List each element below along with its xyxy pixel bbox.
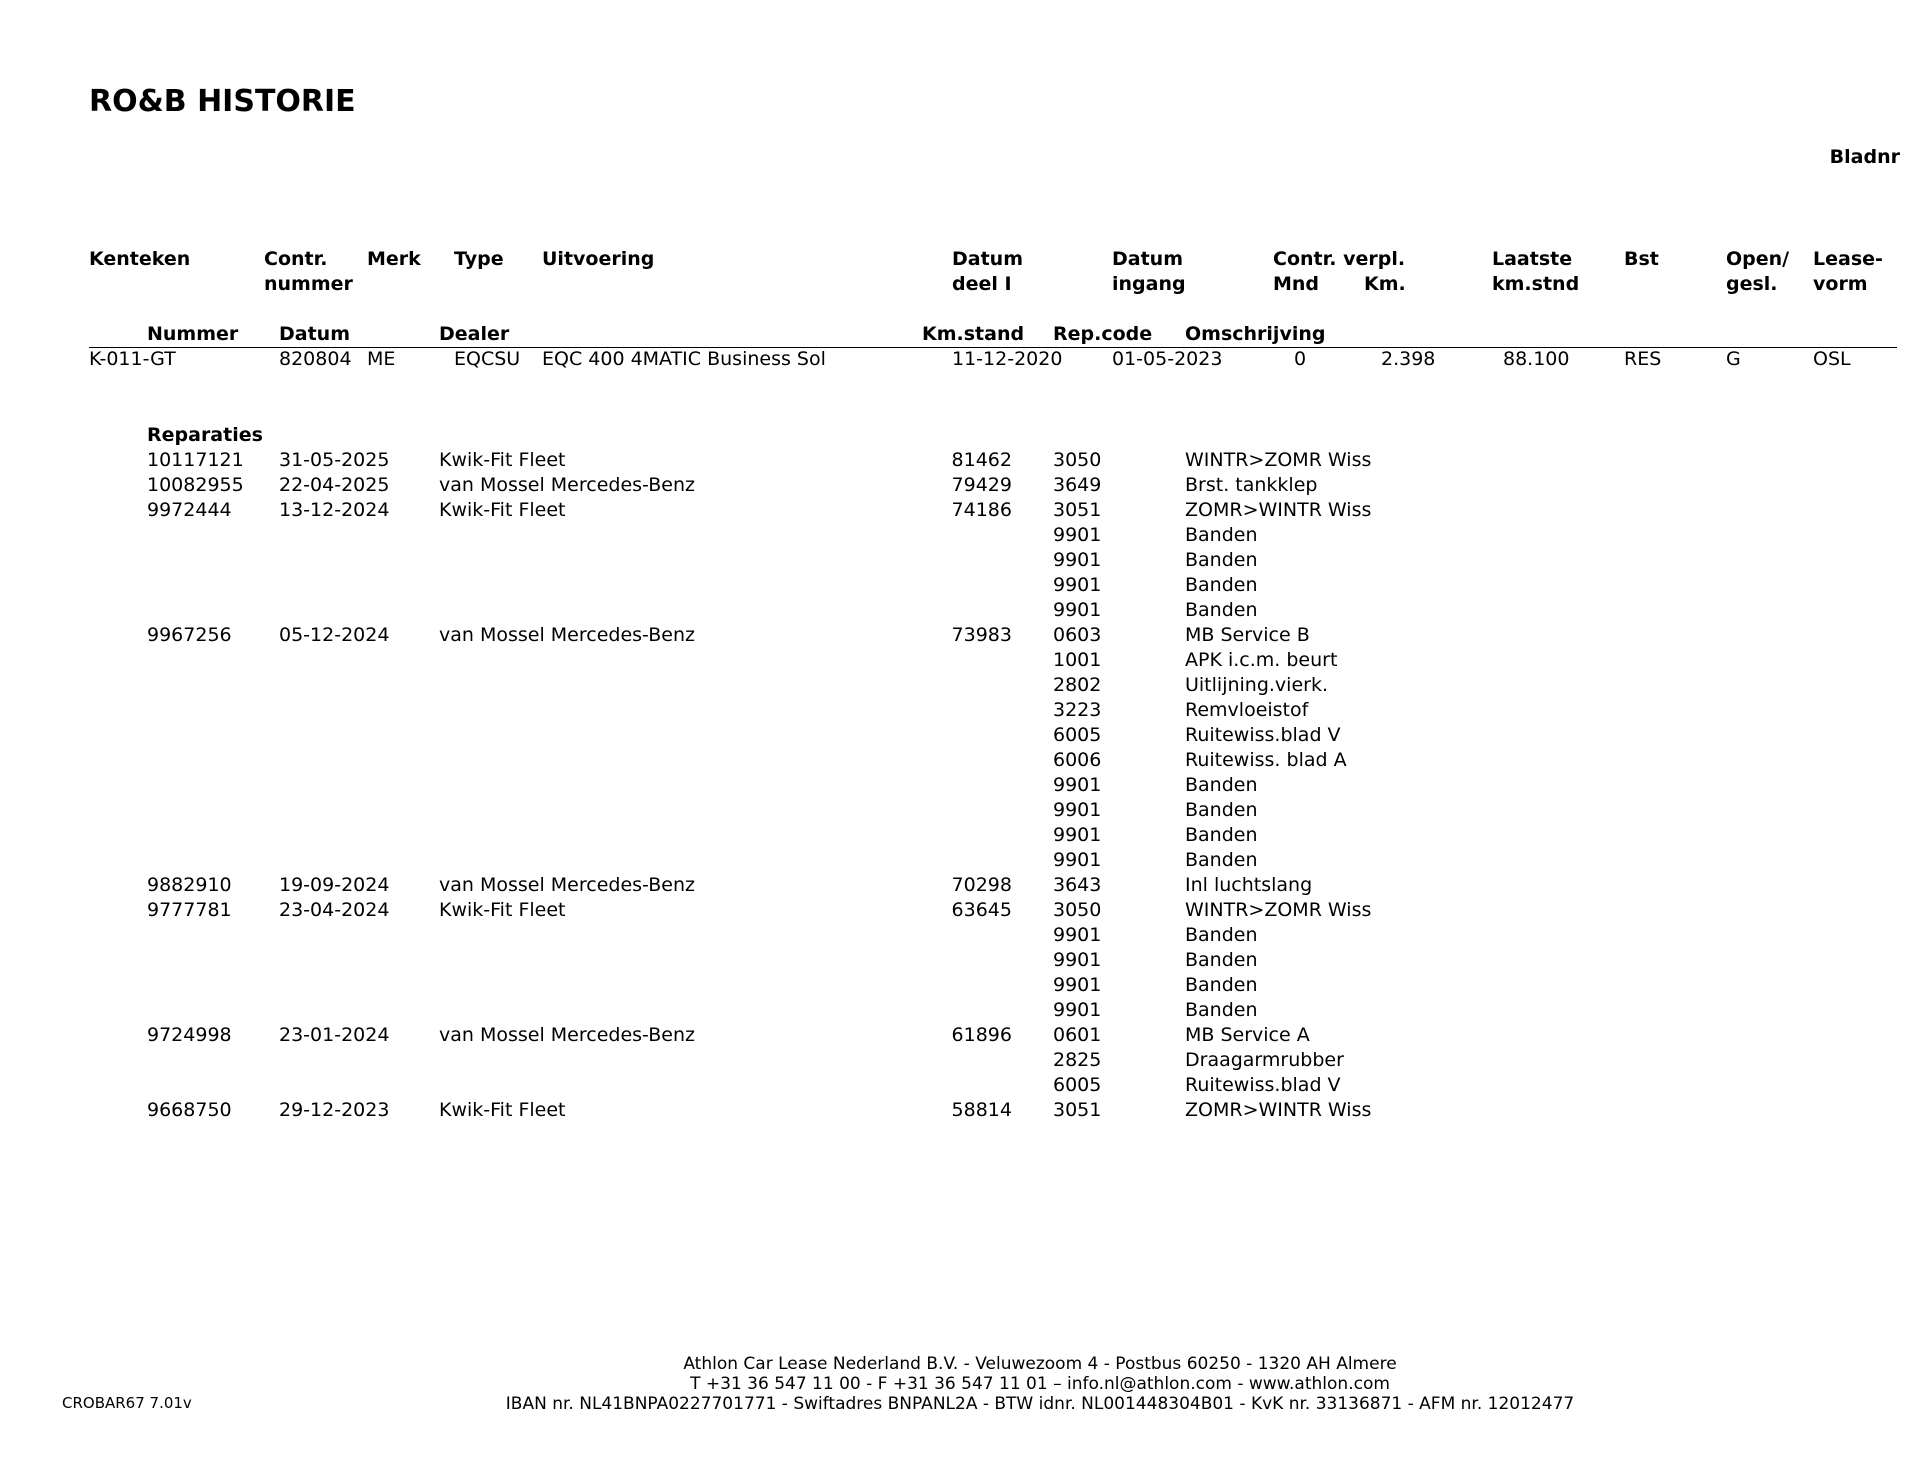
repair-desc: Brst. tankklep bbox=[1185, 474, 1318, 496]
table-row bbox=[0, 649, 1920, 674]
repair-desc: Banden bbox=[1185, 549, 1258, 571]
table-row bbox=[0, 549, 1920, 574]
table-row bbox=[0, 1074, 1920, 1099]
repair-nummer: 9972444 bbox=[147, 499, 232, 521]
vehicle-kenteken: K-011-GT bbox=[89, 348, 176, 370]
repair-code: 9901 bbox=[1053, 524, 1102, 546]
repair-datum: 19-09-2024 bbox=[279, 874, 390, 896]
repair-code: 6005 bbox=[1053, 1074, 1102, 1096]
vehicle-bst: RES bbox=[1624, 348, 1662, 370]
header-lease-1: Lease- bbox=[1813, 248, 1883, 270]
subheader-dealer: Dealer bbox=[439, 323, 510, 345]
repair-code: 9901 bbox=[1053, 924, 1102, 946]
table-row bbox=[0, 624, 1920, 649]
table-row bbox=[0, 999, 1920, 1024]
table-row bbox=[0, 599, 1920, 624]
repair-datum: 22-04-2025 bbox=[279, 474, 390, 496]
vehicle-datum-ingang: 01-05-2023 bbox=[1112, 348, 1223, 370]
repair-code: 9901 bbox=[1053, 599, 1102, 621]
repair-nummer: 10117121 bbox=[147, 449, 244, 471]
vehicle-mnd: 0 bbox=[1294, 348, 1307, 370]
header-contr-verpl: Contr. verpl. bbox=[1273, 248, 1406, 270]
repair-datum: 13-12-2024 bbox=[279, 499, 390, 521]
repair-nummer: 9967256 bbox=[147, 624, 232, 646]
header-merk: Merk bbox=[367, 248, 421, 270]
repair-code: 3643 bbox=[1053, 874, 1102, 896]
repair-datum: 23-01-2024 bbox=[279, 1024, 390, 1046]
repair-dealer: van Mossel Mercedes-Benz bbox=[439, 474, 695, 496]
repair-code: 9901 bbox=[1053, 774, 1102, 796]
repair-code: 9901 bbox=[1053, 549, 1102, 571]
header-datum-deel-2: deel I bbox=[952, 273, 1012, 295]
header-datum-ingang-2: ingang bbox=[1112, 273, 1186, 295]
header-km: Km. bbox=[1364, 273, 1406, 295]
repair-code: 6005 bbox=[1053, 724, 1102, 746]
vehicle-datum-deel: 11-12-2020 bbox=[952, 348, 1063, 370]
table-row bbox=[0, 1099, 1920, 1124]
vehicle-type: EQCSU bbox=[454, 348, 521, 370]
repair-desc: MB Service B bbox=[1185, 624, 1310, 646]
table-row bbox=[0, 799, 1920, 824]
table-row bbox=[0, 924, 1920, 949]
repair-desc: ZOMR>WINTR Wiss bbox=[1185, 1099, 1372, 1121]
repair-code: 6006 bbox=[1053, 749, 1102, 771]
reparaties-label: Reparaties bbox=[147, 424, 263, 446]
repair-nummer: 9777781 bbox=[147, 899, 232, 921]
repair-code: 0603 bbox=[1053, 624, 1102, 646]
repair-code: 0601 bbox=[1053, 1024, 1102, 1046]
repair-code: 9901 bbox=[1053, 574, 1102, 596]
repair-km: 61896 bbox=[951, 1024, 1012, 1046]
header-mnd: Mnd bbox=[1273, 273, 1320, 295]
repair-code: 9901 bbox=[1053, 999, 1102, 1021]
repair-desc: Banden bbox=[1185, 974, 1258, 996]
repair-desc: Banden bbox=[1185, 774, 1258, 796]
repair-datum: 31-05-2025 bbox=[279, 449, 390, 471]
header-lease-2: vorm bbox=[1813, 273, 1868, 295]
repair-desc: Inl luchtslang bbox=[1185, 874, 1313, 896]
repair-desc: Ruitewiss.blad V bbox=[1185, 724, 1341, 746]
repair-code: 9901 bbox=[1053, 824, 1102, 846]
subheader-repcode: Rep.code bbox=[1053, 323, 1153, 345]
repair-desc: Uitlijning.vierk. bbox=[1185, 674, 1329, 696]
repair-km: 81462 bbox=[951, 449, 1012, 471]
repair-code: 3050 bbox=[1053, 449, 1102, 471]
repair-desc: MB Service A bbox=[1185, 1024, 1310, 1046]
subheader-kmstand: Km.stand bbox=[922, 323, 1025, 345]
repair-km: 79429 bbox=[951, 474, 1012, 496]
repair-datum: 29-12-2023 bbox=[279, 1099, 390, 1121]
footer-company-address: Athlon Car Lease Nederland B.V. - Veluwezoom 4 - Postbus 60250 - 1320 AH Almere bbox=[683, 1354, 1397, 1374]
repair-dealer: van Mossel Mercedes-Benz bbox=[439, 1024, 695, 1046]
repair-nummer: 9668750 bbox=[147, 1099, 232, 1121]
table-row bbox=[0, 874, 1920, 899]
repair-code: 9901 bbox=[1053, 974, 1102, 996]
repair-code: 9901 bbox=[1053, 849, 1102, 871]
table-row bbox=[0, 499, 1920, 524]
table-row bbox=[0, 474, 1920, 499]
repair-dealer: Kwik-Fit Fleet bbox=[439, 499, 566, 521]
repair-code: 9901 bbox=[1053, 799, 1102, 821]
repair-desc: WINTR>ZOMR Wiss bbox=[1185, 899, 1372, 921]
header-type: Type bbox=[454, 248, 504, 270]
repair-dealer: Kwik-Fit Fleet bbox=[439, 899, 566, 921]
subheader-omschrijving: Omschrijving bbox=[1185, 323, 1326, 345]
repair-nummer: 9882910 bbox=[147, 874, 232, 896]
header-laatste-1: Laatste bbox=[1492, 248, 1573, 270]
subheader-datum: Datum bbox=[279, 323, 350, 345]
repair-code: 3649 bbox=[1053, 474, 1102, 496]
repair-nummer: 10082955 bbox=[147, 474, 244, 496]
header-datum-deel-1: Datum bbox=[952, 248, 1023, 270]
repair-code: 2802 bbox=[1053, 674, 1102, 696]
table-row bbox=[0, 974, 1920, 999]
repair-desc: Banden bbox=[1185, 799, 1258, 821]
table-row bbox=[0, 899, 1920, 924]
subheader-nummer: Nummer bbox=[147, 323, 239, 345]
table-row bbox=[0, 824, 1920, 849]
repair-km: 74186 bbox=[951, 499, 1012, 521]
repair-km: 58814 bbox=[951, 1099, 1012, 1121]
vehicle-uitvoering: EQC 400 4MATIC Business Sol bbox=[542, 348, 826, 370]
header-open-2: gesl. bbox=[1726, 273, 1778, 295]
repair-dealer: van Mossel Mercedes-Benz bbox=[439, 874, 695, 896]
repair-desc: Banden bbox=[1185, 524, 1258, 546]
footer-registration: IBAN nr. NL41BNPA0227701771 - Swiftadres BNPANL2A - BTW idnr. NL001448304B01 - KvK nr. 33136871 - AFM nr. 12012477 bbox=[505, 1394, 1575, 1414]
table-row bbox=[0, 449, 1920, 474]
repair-desc: Banden bbox=[1185, 949, 1258, 971]
repair-km: 73983 bbox=[951, 624, 1012, 646]
table-row bbox=[0, 724, 1920, 749]
table-row bbox=[0, 674, 1920, 699]
repair-desc: Banden bbox=[1185, 599, 1258, 621]
table-row bbox=[0, 774, 1920, 799]
repair-code: 3051 bbox=[1053, 499, 1102, 521]
repair-desc: WINTR>ZOMR Wiss bbox=[1185, 449, 1372, 471]
table-row bbox=[0, 524, 1920, 549]
vehicle-open-gesl: G bbox=[1726, 348, 1741, 370]
table-row bbox=[0, 849, 1920, 874]
header-contr-2: nummer bbox=[264, 273, 353, 295]
repair-km: 63645 bbox=[951, 899, 1012, 921]
bladnr-label: Bladnr bbox=[1829, 146, 1900, 168]
repair-desc: Ruitewiss.blad V bbox=[1185, 1074, 1341, 1096]
vehicle-leasevorm: OSL bbox=[1813, 348, 1851, 370]
repair-code: 3050 bbox=[1053, 899, 1102, 921]
vehicle-laatste-km: 88.100 bbox=[1503, 348, 1570, 370]
repair-desc: Banden bbox=[1185, 574, 1258, 596]
vehicle-km: 2.398 bbox=[1381, 348, 1436, 370]
table-row bbox=[0, 1024, 1920, 1049]
repair-km: 70298 bbox=[951, 874, 1012, 896]
repair-desc: Banden bbox=[1185, 924, 1258, 946]
repair-desc: Remvloeistof bbox=[1185, 699, 1309, 721]
repair-desc: Banden bbox=[1185, 849, 1258, 871]
repair-dealer: Kwik-Fit Fleet bbox=[439, 449, 566, 471]
repair-code: 2825 bbox=[1053, 1049, 1102, 1071]
repair-desc: Draagarmrubber bbox=[1185, 1049, 1344, 1071]
repair-dealer: van Mossel Mercedes-Benz bbox=[439, 624, 695, 646]
repair-code: 1001 bbox=[1053, 649, 1102, 671]
repair-code: 9901 bbox=[1053, 949, 1102, 971]
vehicle-merk: ME bbox=[367, 348, 396, 370]
repair-desc: Banden bbox=[1185, 999, 1258, 1021]
header-laatste-2: km.stnd bbox=[1492, 273, 1580, 295]
vehicle-contract: 820804 bbox=[279, 348, 352, 370]
header-datum-ingang-1: Datum bbox=[1112, 248, 1183, 270]
header-bst: Bst bbox=[1624, 248, 1659, 270]
repair-code: 3051 bbox=[1053, 1099, 1102, 1121]
table-row bbox=[0, 749, 1920, 774]
repair-datum: 05-12-2024 bbox=[279, 624, 390, 646]
header-open-1: Open/ bbox=[1726, 248, 1790, 270]
form-code: CROBAR67 7.01v bbox=[62, 1394, 192, 1412]
repair-desc: Ruitewiss. blad A bbox=[1185, 749, 1347, 771]
repair-code: 3223 bbox=[1053, 699, 1102, 721]
table-row bbox=[0, 949, 1920, 974]
table-row bbox=[0, 1049, 1920, 1074]
repair-desc: Banden bbox=[1185, 824, 1258, 846]
table-row bbox=[0, 699, 1920, 724]
page-title: RO&B HISTORIE bbox=[89, 84, 356, 119]
table-row bbox=[0, 574, 1920, 599]
footer-contact: T +31 36 547 11 00 - F +31 36 547 11 01 – info.nl@athlon.com - www.athlon.com bbox=[690, 1374, 1390, 1394]
repair-desc: APK i.c.m. beurt bbox=[1185, 649, 1338, 671]
repair-datum: 23-04-2024 bbox=[279, 899, 390, 921]
repair-desc: ZOMR>WINTR Wiss bbox=[1185, 499, 1372, 521]
header-contr-1: Contr. bbox=[264, 248, 328, 270]
header-kenteken: Kenteken bbox=[89, 248, 191, 270]
repair-dealer: Kwik-Fit Fleet bbox=[439, 1099, 566, 1121]
header-uitvoering: Uitvoering bbox=[542, 248, 655, 270]
repair-nummer: 9724998 bbox=[147, 1024, 232, 1046]
